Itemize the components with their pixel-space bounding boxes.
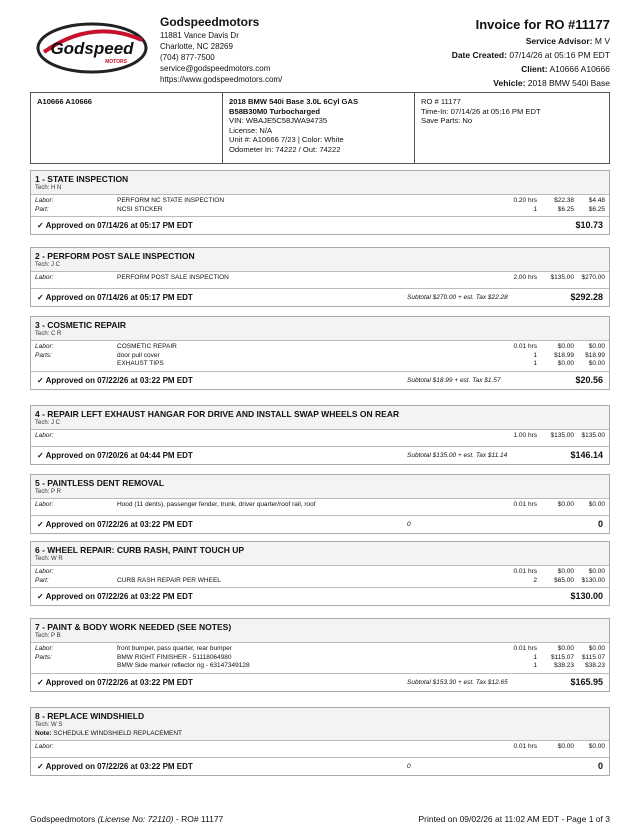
line-description: NCSI STICKER <box>117 205 163 213</box>
approval-status: ✓ Approved on 07/14/26 at 05:17 PM EDT <box>37 293 193 302</box>
line-rate: $38.23 <box>554 662 574 669</box>
vehicle-line-1: 2018 BMW 540i Base 3.0L 6Cyl GAS <box>229 97 359 106</box>
job-total: 0 <box>597 761 603 771</box>
line-items <box>31 566 609 588</box>
line-item <box>35 360 605 369</box>
job-subtotal: Subtotal $18.99 + est. Tax $1.57 <box>407 376 501 384</box>
line-items <box>31 195 609 217</box>
line-rate: $115.07 <box>550 653 574 661</box>
footer-printed: Printed on 09/02/26 at 11:02 AM EDT - Page 1 of 3 <box>418 814 610 824</box>
line-type: Labor: <box>35 274 54 281</box>
footer-ro: - RO# 11177 <box>175 814 224 824</box>
job-tech: Tech: C R <box>35 331 62 337</box>
line-amount: $4.48 <box>588 197 605 204</box>
line-qty: 1 <box>533 653 537 661</box>
job-title: 3 - COSMETIC REPAIR <box>35 320 126 330</box>
line-amount: $130.00 <box>581 576 605 584</box>
line-amount: $0.00 <box>588 343 605 350</box>
service-advisor: Service Advisor: M V <box>525 36 610 46</box>
vehicle-column <box>223 93 415 163</box>
line-qty: 0.01 hrs <box>513 568 537 575</box>
footer-license: (License No: 72110) <box>97 814 174 824</box>
line-item <box>35 743 605 752</box>
line-items <box>31 430 609 447</box>
line-description: BMW Side marker reflector rig - 63147349128 <box>117 662 250 669</box>
line-items <box>31 741 609 758</box>
line-item <box>35 501 605 510</box>
line-rate: $18.99 <box>554 351 574 359</box>
line-amount: $38.23 <box>585 662 605 669</box>
line-type: Parts: <box>35 653 52 661</box>
line-qty: 0.01 hrs <box>513 645 537 652</box>
company-info <box>160 15 282 85</box>
line-rate: $0.00 <box>557 501 574 508</box>
line-rate: $65.00 <box>554 576 574 584</box>
line-qty: 1 <box>533 662 537 669</box>
line-item <box>35 662 605 671</box>
job-section <box>30 474 610 534</box>
vehicle: Vehicle: 2018 BMW 540i Base <box>493 78 610 88</box>
line-description: front bumper, pass quarter, rear bumper <box>117 645 232 652</box>
ro-column <box>415 93 609 163</box>
client: Client: A10666 A10666 <box>521 64 610 74</box>
job-total: $146.14 <box>570 450 603 460</box>
line-qty: 0.01 hrs <box>513 743 537 750</box>
line-description: PERFORM NC STATE INSPECTION <box>117 197 225 204</box>
job-header <box>31 317 609 341</box>
job-subtotal: 0 <box>407 763 411 770</box>
line-type: Part: <box>35 576 49 584</box>
save-parts: Save Parts: No <box>421 116 473 125</box>
job-footer <box>31 217 609 234</box>
line-type: Labor: <box>35 197 54 204</box>
line-rate: $0.00 <box>557 343 574 350</box>
job-header <box>31 542 609 566</box>
line-amount: $0.00 <box>588 360 605 367</box>
job-footer <box>31 447 609 464</box>
line-type: Labor: <box>35 645 54 652</box>
job-section <box>30 707 610 776</box>
approval-status: ✓ Approved on 07/14/26 at 05:17 PM EDT <box>37 221 193 230</box>
line-amount: $0.00 <box>588 743 605 750</box>
line-description: BMW RIGHT FINISHER - 51118064980 <box>117 653 232 661</box>
invoice-title: Invoice for RO #11177 <box>475 17 610 32</box>
company-phone: (704) 877-7500 <box>160 53 215 62</box>
job-tech: Tech: P B <box>35 633 61 639</box>
vehicle-line-2: B58B30M0 Turbocharged <box>229 106 321 116</box>
line-rate: $0.00 <box>557 743 574 750</box>
job-tech: Tech: P R <box>35 489 61 495</box>
job-total: $292.28 <box>570 292 603 302</box>
job-tech: Tech: W R <box>35 556 63 562</box>
job-title: 7 - PAINT & BODY WORK NEEDED (SEE NOTES) <box>35 622 232 632</box>
job-total: $130.00 <box>570 591 603 601</box>
job-footer <box>31 372 609 389</box>
footer-company: Godspeedmotors <box>30 814 96 824</box>
line-rate: $135.00 <box>550 432 574 439</box>
approval-status: ✓ Approved on 07/22/26 at 03:22 PM EDT <box>37 592 193 601</box>
job-subtotal: Subtotal $153.30 + est. Tax $12.65 <box>407 678 508 686</box>
line-type: Labor: <box>35 501 54 508</box>
line-item <box>35 654 605 663</box>
company-address-1: 11881 Vance Davis Dr <box>160 31 239 40</box>
job-section <box>30 247 610 307</box>
line-items <box>31 341 609 372</box>
job-section <box>30 316 610 390</box>
job-title: 8 - REPLACE WINDSHIELD <box>35 711 145 721</box>
line-rate: $0.00 <box>557 568 574 575</box>
company-website[interactable]: https://www.godspeedmotors.com/ <box>160 75 283 84</box>
line-amount: $0.00 <box>588 645 605 652</box>
job-section <box>30 541 610 606</box>
job-header <box>31 475 609 499</box>
date-created: Date Created: 07/14/26 at 05:16 PM EDT <box>451 50 610 60</box>
job-header <box>31 406 609 430</box>
line-item <box>35 432 605 441</box>
job-subtotal: Subtotal $270.00 + est. Tax $22.28 <box>407 294 508 301</box>
job-tech: Tech: J C <box>35 420 61 426</box>
approval-status: ✓ Approved on 07/22/26 at 03:22 PM EDT <box>37 375 193 385</box>
job-header <box>31 708 609 741</box>
approval-status: ✓ Approved on 07/22/26 at 03:22 PM EDT <box>37 762 193 771</box>
job-footer <box>31 289 609 306</box>
line-type: Labor: <box>35 743 54 750</box>
job-header <box>31 619 609 643</box>
line-description: EXHAUST TIPS <box>117 360 164 367</box>
job-footer <box>31 758 609 775</box>
line-item <box>35 197 605 206</box>
job-title: 1 - STATE INSPECTION <box>35 174 129 184</box>
line-amount: $135.00 <box>581 432 605 439</box>
line-qty: 0.20 hrs <box>513 197 537 204</box>
line-type: Labor: <box>35 343 54 350</box>
line-rate: $22.38 <box>554 197 574 204</box>
line-item <box>35 206 605 215</box>
invoice-summary <box>452 15 610 90</box>
line-amount: $0.00 <box>588 568 605 575</box>
line-amount: $115.07 <box>581 653 605 661</box>
odometer: Odometer In: 74222 / Out: 74222 <box>229 144 341 154</box>
line-rate: $6.25 <box>557 205 574 213</box>
line-description: door pull cover <box>117 351 160 359</box>
line-description: Hood (11 dents), passenger fender, trunk, driver quarter/roof rail, roof <box>117 501 316 508</box>
line-item <box>35 274 605 283</box>
line-rate: $0.00 <box>557 645 574 652</box>
line-qty: 0.01 hrs <box>513 501 537 508</box>
line-item <box>35 568 605 577</box>
job-footer <box>31 516 609 533</box>
line-description: CURB RASH REPAIR PER WHEEL <box>117 576 221 584</box>
company-name: Godspeedmotors <box>160 15 260 29</box>
line-amount: $0.00 <box>588 501 605 508</box>
customer-name: A10666 A10666 <box>37 97 93 106</box>
job-subtotal: Subtotal $135.00 + est. Tax $11.14 <box>407 452 508 459</box>
line-items <box>31 643 609 674</box>
line-amount: $6.25 <box>588 205 605 213</box>
line-rate: $0.00 <box>557 360 574 367</box>
job-section <box>30 618 610 692</box>
job-title: 5 - PAINTLESS DENT REMOVAL <box>35 478 165 488</box>
line-qty: 2 <box>533 576 537 584</box>
approval-status: ✓ Approved on 07/22/26 at 03:22 PM EDT <box>37 520 193 529</box>
license: License: N/A <box>229 125 273 135</box>
job-header <box>31 171 609 195</box>
job-total: 0 <box>597 519 603 529</box>
job-total: $20.56 <box>575 374 603 385</box>
line-item <box>35 352 605 361</box>
job-note: Note: SCHEDULE WINDSHIELD REPLACEMENT <box>35 730 182 737</box>
line-qty: 1 <box>533 351 537 359</box>
line-qty: 1.00 hrs <box>513 432 537 439</box>
job-subtotal: 0 <box>407 521 411 528</box>
job-title: 6 - WHEEL REPAIR: CURB RASH, PAINT TOUCH UP <box>35 545 245 555</box>
job-total: $10.73 <box>575 220 603 230</box>
company-address-2: Charlotte, NC 28269 <box>160 42 233 51</box>
company-logo <box>36 22 148 74</box>
job-footer <box>31 674 609 691</box>
job-title: 4 - REPAIR LEFT EXHAUST HANGAR FOR DRIVE AND INSTALL SWAP WHEELS ON REAR <box>35 409 400 419</box>
line-item <box>35 645 605 654</box>
line-items <box>31 499 609 516</box>
ro-info-box <box>30 92 610 164</box>
time-in: Time-In: 07/14/26 at 05:16 PM EDT <box>421 106 541 116</box>
line-item <box>35 343 605 352</box>
logo-text: Godspeed <box>50 39 134 58</box>
line-items <box>31 272 609 289</box>
job-section <box>30 405 610 465</box>
line-description: COSMETIC REPAIR <box>117 343 177 350</box>
approval-status: ✓ Approved on 07/22/26 at 03:22 PM EDT <box>37 677 193 687</box>
job-footer <box>31 588 609 605</box>
line-type: Part: <box>35 205 49 213</box>
line-qty: 1 <box>533 360 537 367</box>
invoice-header <box>0 0 640 92</box>
job-tech: Tech: W S <box>35 722 63 728</box>
line-type: Labor: <box>35 432 54 439</box>
job-title: 2 - PERFORM POST SALE INSPECTION <box>35 251 195 261</box>
unit-color: Unit #: A10666 7/23 | Color: White <box>229 135 344 144</box>
line-qty: 0.01 hrs <box>513 343 537 350</box>
line-rate: $135.00 <box>550 274 574 281</box>
vin: VIN: WBAJE5C58JWA94735 <box>229 116 328 125</box>
approval-status: ✓ Approved on 07/20/26 at 04:44 PM EDT <box>37 451 193 460</box>
line-qty: 1 <box>533 205 537 213</box>
company-email[interactable]: service@godspeedmotors.com <box>160 64 271 73</box>
customer-column <box>31 93 223 163</box>
line-description: PERFORM POST SALE INSPECTION <box>117 274 229 281</box>
job-header <box>31 248 609 272</box>
job-section <box>30 170 610 235</box>
ro-number: RO # 11177 <box>421 97 461 106</box>
line-qty: 2.00 hrs <box>513 274 537 281</box>
footer-left <box>30 814 223 824</box>
line-amount: $18.99 <box>585 351 605 359</box>
line-type: Parts: <box>35 351 52 359</box>
job-tech: Tech: J C <box>35 262 61 268</box>
line-item <box>35 577 605 586</box>
logo-subtext: MOTORS <box>105 59 127 65</box>
line-type: Labor: <box>35 568 54 575</box>
job-tech: Tech: H N <box>35 185 62 191</box>
job-total: $165.95 <box>570 676 603 687</box>
line-amount: $270.00 <box>581 274 605 281</box>
